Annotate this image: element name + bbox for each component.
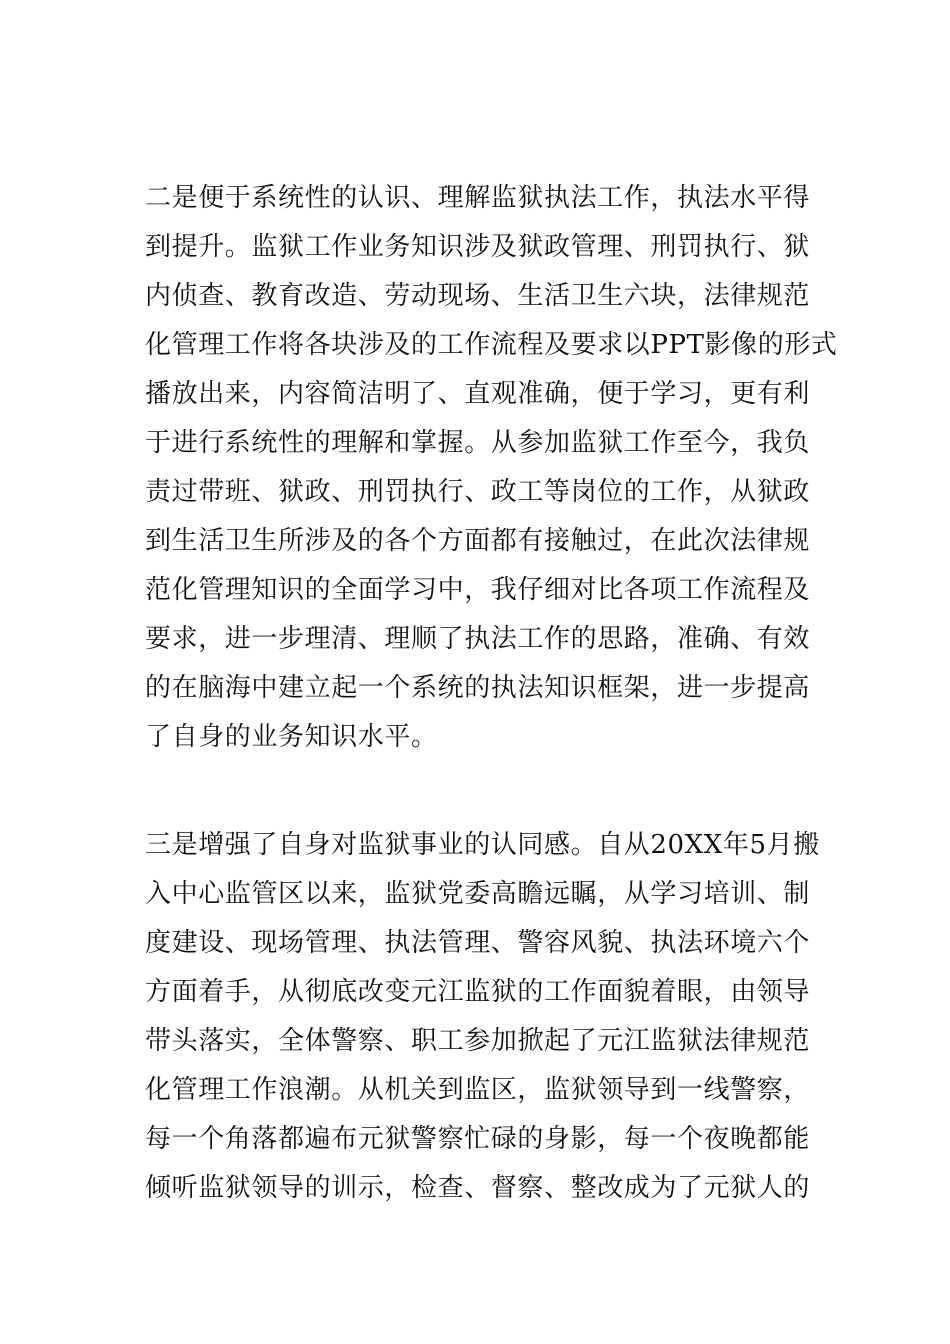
- text-line: 带头落实，全体警察、职工参加掀起了元江监狱法律规范: [145, 1026, 811, 1056]
- text-line: 了自身的业务知识水平。: [145, 722, 438, 752]
- text-line: 到生活卫生所涉及的各个方面都有接触过，在此次法律规: [145, 526, 811, 556]
- text-line: 的在脑海中建立起一个系统的执法知识框架，进一步提高: [145, 673, 811, 703]
- text-line: 倾听监狱领导的训示，检查、督察、整改成为了元狱人的: [145, 1173, 811, 1203]
- text-line: 播放出来，内容简洁明了、直观准确，便于学习，更有利: [145, 379, 811, 409]
- text-line: 要求，进一步理清、理顺了执法工作的思路，准确、有效: [145, 624, 811, 654]
- text-line: 二是便于系统性的认识、理解监狱执法工作，执法水平得: [145, 183, 811, 213]
- text-line: 于进行系统性的理解和掌握。从参加监狱工作至今，我负: [145, 428, 811, 458]
- text-line: 责过带班、狱政、刑罚执行、政工等岗位的工作，从狱政: [145, 477, 811, 507]
- text-line: 化管理工作将各块涉及的工作流程及要求以PPT影像的形式: [145, 330, 838, 360]
- text-line: 化管理工作浪潮。从机关到监区，监狱领导到一线警察，: [145, 1075, 811, 1105]
- text-line: 度建设、现场管理、执法管理、警容风貌、执法环境六个: [145, 928, 811, 958]
- text-line: 每一个角落都遍布元狱警察忙碌的身影，每一个夜晚都能: [145, 1124, 811, 1154]
- text-line: 范化管理知识的全面学习中，我仔细对比各项工作流程及: [145, 575, 811, 605]
- text-line: 三是增强了自身对监狱事业的认同感。自从20XX年5月搬: [145, 830, 820, 860]
- text-line: 内侦查、教育改造、劳动现场、生活卫生六块，法律规范: [145, 281, 811, 311]
- text-line: 入中心监管区以来，监狱党委高瞻远瞩，从学习培训、制: [145, 879, 811, 909]
- text-line: 到提升。监狱工作业务知识涉及狱政管理、刑罚执行、狱: [145, 232, 811, 262]
- text-line: 方面着手，从彻底改变元江监狱的工作面貌着眼，由领导: [145, 977, 811, 1007]
